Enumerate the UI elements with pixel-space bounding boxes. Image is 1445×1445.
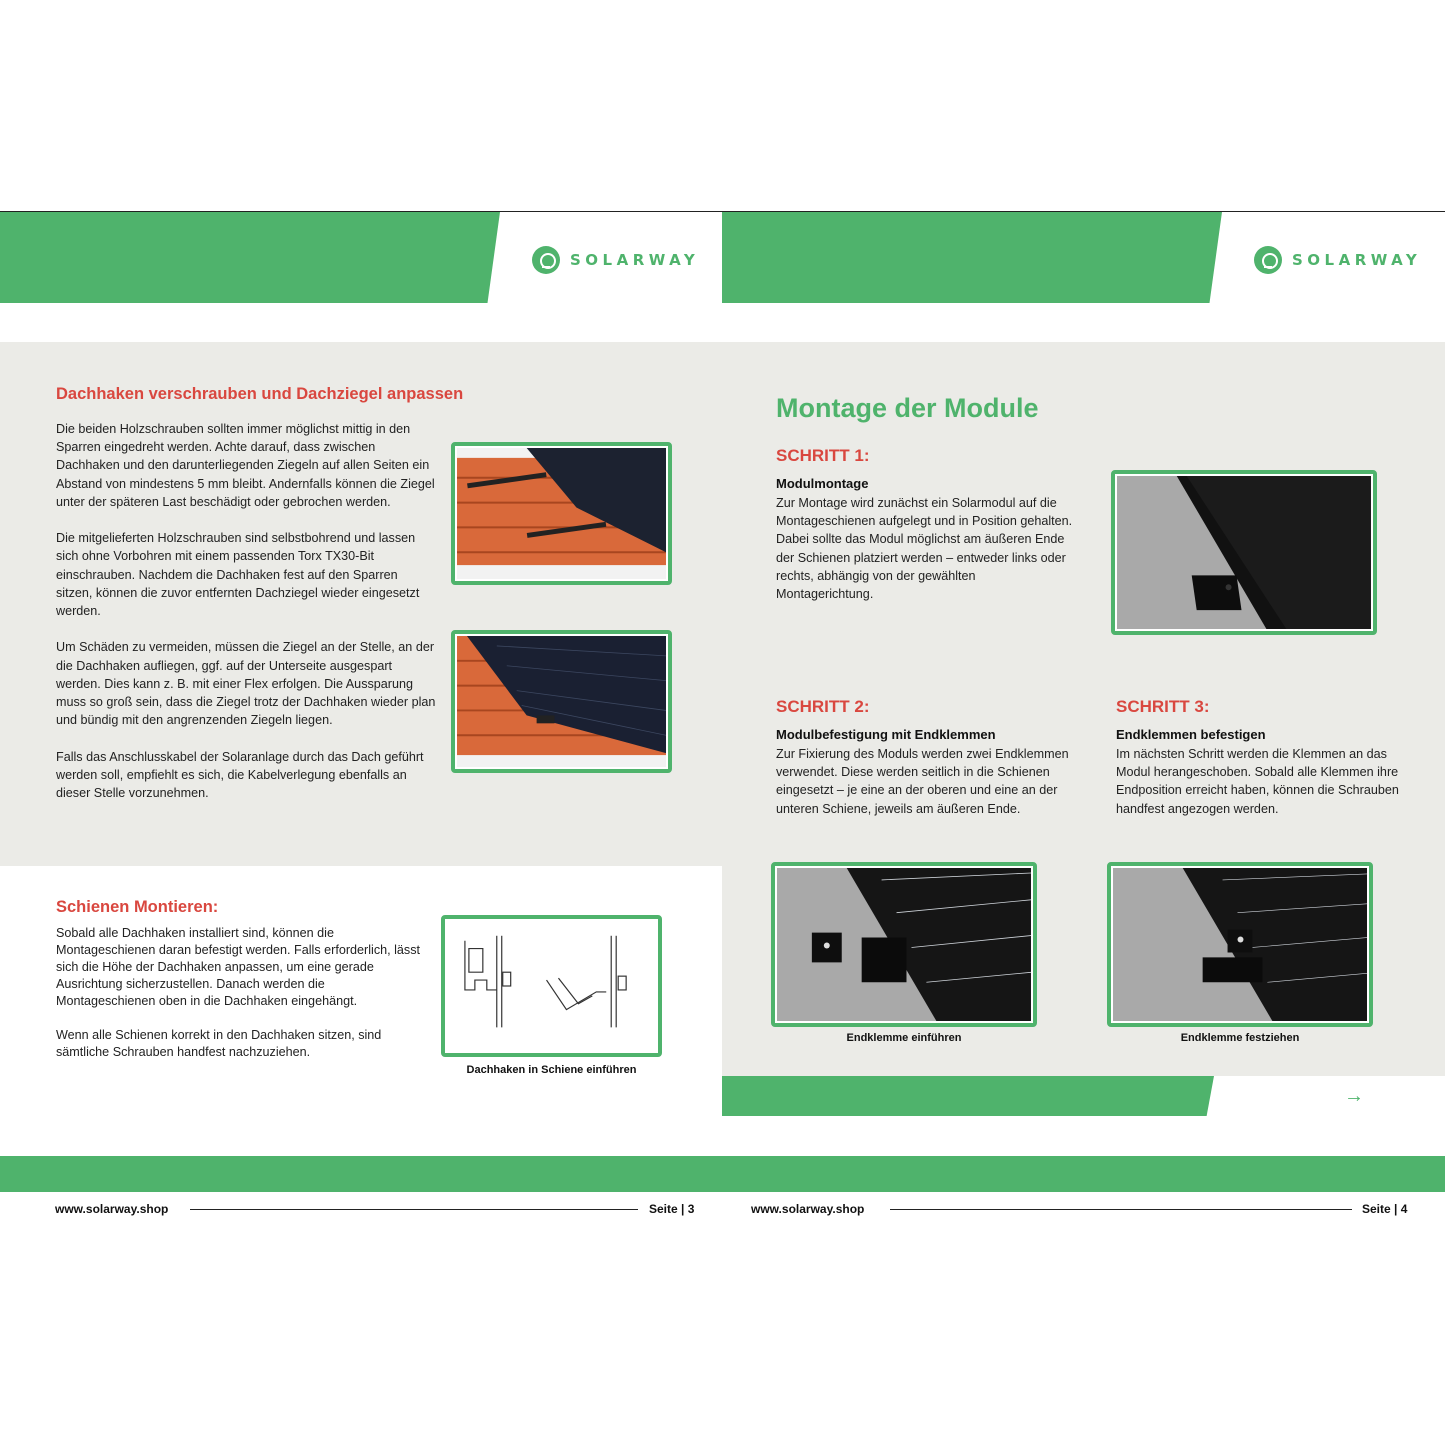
arrow-right-icon[interactable]: →	[1344, 1085, 1364, 1107]
paragraph: Um Schäden zu vermeiden, müssen die Ziegel an der Stelle, an der die Dachhaken aufliegen, ggf. auf der Unterseite ausgespart werden. Dies kann z. B. mit einer Flex erfolgen. Die Aussparung muss so groß sein, dass die Ziegel trotz der Dachhaken wieder plan und bündig mit den angrenzenden Ziegeln liegen.	[56, 640, 436, 728]
paragraph: Falls das Anschlusskabel der Solaranlage durch das Dach geführt werden soll, empfiehlt es sich, die Kabelverlegung ebenfalls an dieser Stelle vorzunehmen.	[56, 749, 424, 801]
photo-roof-hook-2	[451, 630, 672, 773]
paragraph: Die mitgelieferten Holzschrauben sind selbstbohrend und lassen sich ohne Vorbohren mit einem passenden Torx TX30-Bit einschrauben. Nachdem die Dachhaken fest auf den Sparren sitzen, können die zuvor entfernten Dachziegel wieder eingesetzt werden.	[56, 531, 420, 619]
sun-bulb-icon	[532, 246, 560, 274]
photo-module-placement	[1111, 470, 1377, 635]
page-4	[722, 211, 1445, 1233]
footer-url[interactable]: www.solarway.shop	[751, 1202, 865, 1216]
header-band	[722, 212, 1222, 303]
section-body-dachhaken	[56, 420, 436, 802]
step-1-text: Zur Montage wird zunächst ein Solarmodul auf die Montageschienen aufgelegt und in Position gehalten. Dabei sollte das Modul möglichst am äußeren Ende der Schienen platziert werden – entweder links oder rechts, abhängig von der gewählten Montagerichtung.	[776, 496, 1073, 602]
photo-endclamp-insert	[771, 862, 1037, 1027]
step-1-label: SCHRITT 1:	[776, 446, 870, 465]
step-1-subtitle: Modulmontage	[776, 476, 869, 491]
step-2-text: Zur Fixierung des Moduls werden zwei Endklemmen verwendet. Diese werden seitlich in die Schienen eingesetzt – je eine an der oberen und eine an der unteren Schiene, jeweils am äußeren Ende.	[776, 747, 1069, 816]
page-title: Montage der Module	[776, 393, 1039, 423]
footer-rule	[890, 1209, 1352, 1210]
footer-page-number: Seite | 4	[1362, 1202, 1408, 1216]
sun-bulb-icon	[1254, 246, 1282, 274]
footer-url[interactable]: www.solarway.shop	[55, 1202, 169, 1216]
photo-endclamp-tighten	[1107, 862, 1373, 1027]
footer-band	[722, 1156, 1445, 1192]
photo-roof-hook-1	[451, 442, 672, 585]
caption-endclamp-insert: Endklemme einführen	[846, 1032, 962, 1044]
page-3	[0, 211, 722, 1233]
section-title-dachhaken: Dachhaken verschrauben und Dachziegel anpassen	[56, 385, 464, 403]
section-body-schienen	[56, 925, 426, 1061]
header-band	[0, 212, 500, 303]
section-title-schienen: Schienen Montieren:	[56, 898, 219, 916]
caption-dachhaken: Dachhaken in Schiene einführen	[466, 1064, 637, 1076]
step-2-subtitle: Modulbefestigung mit Endklemmen	[776, 727, 996, 742]
step-3-text: Im nächsten Schritt werden die Klemmen an das Modul herangeschoben. Sobald alle Klemmen ihre Endposition erreicht haben, können die Schrauben handfest angezogen werden.	[1116, 747, 1399, 816]
brand-name: SOLARWAY	[570, 251, 700, 269]
next-band	[722, 1076, 1214, 1116]
footer-band	[0, 1156, 722, 1192]
footer-page-number: Seite | 3	[649, 1202, 695, 1216]
diagram-hook-rail	[441, 915, 662, 1057]
brand-logo	[1254, 246, 1421, 274]
brand-name: SOLARWAY	[1292, 251, 1422, 269]
paragraph: Wenn alle Schienen korrekt in den Dachhaken sitzen, sind sämtliche Schrauben handfest nachzuziehen.	[56, 1028, 382, 1059]
paragraph: Sobald alle Dachhaken installiert sind, können die Montageschienen daran befestigt werden. Falls erforderlich, lässt sich die Höhe der Dachhaken anpassen, um eine gerade Ausrichtung sicherzustellen. Danach werden die Montageschienen oben in die Dachhaken eingehängt.	[56, 926, 421, 1008]
step-3-label: SCHRITT 3:	[1116, 697, 1210, 716]
paragraph: Die beiden Holzschrauben sollten immer möglichst mittig in den Sparren eingedreht werden. Achte darauf, dass zwischen Dachhaken und den darunterliegenden Ziegeln auf allen Seiten ein Abstand von mindestens 5 mm bleibt. Andernfalls können die Ziegel unter der späteren Last beschädigt oder gebrochen werden.	[56, 422, 435, 509]
caption-endclamp-tighten: Endklemme festziehen	[1180, 1032, 1300, 1044]
step-2-label: SCHRITT 2:	[776, 697, 870, 716]
brand-logo	[532, 246, 699, 274]
footer-rule	[190, 1209, 638, 1210]
step-3-subtitle: Endklemmen befestigen	[1116, 727, 1266, 742]
